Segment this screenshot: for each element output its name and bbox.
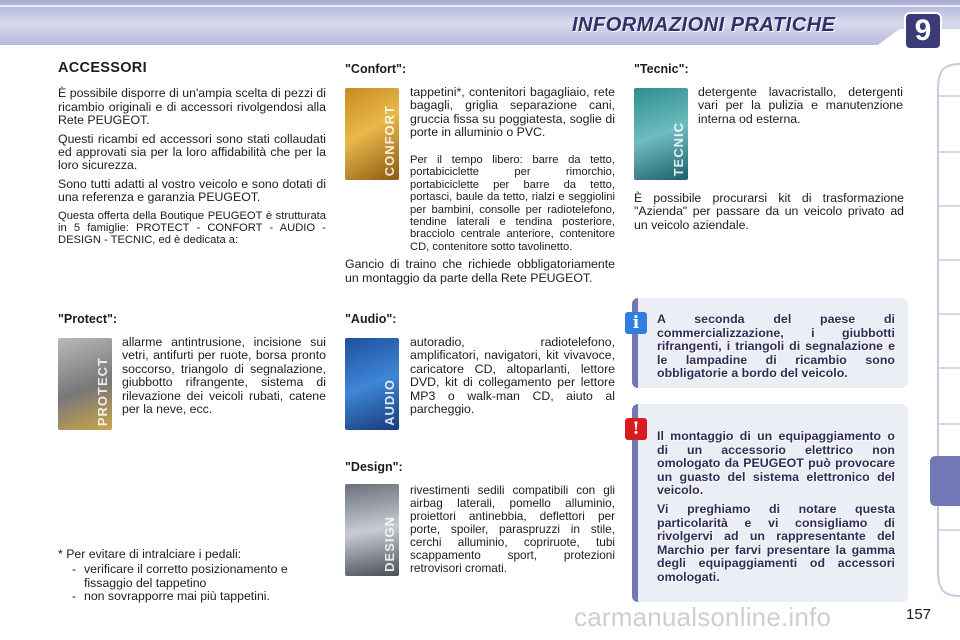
confort-paragraph-2: Per il tempo libero: barre da tetto, portabiciclette per rimorchio, portabiciclette per barre da tetto, portasci, baule da tetto, rialzi e seggiolini per bambini, consolle per radiotelefono, tendine laterali e tendina posteriore, bracciolo centrale anteriore, contenitore CD, contenitore sotto tavolinetto.: [410, 154, 615, 253]
info-icon: i: [625, 312, 647, 334]
info-callout-text: A seconda del paese di commercializzazione, i giubbotti rifrangenti, i triangoli di segnalazione e le lampadine di ricambio sono obbligatorie a bordo del veicolo.: [657, 312, 895, 381]
tecnic-thumbnail-label: TECNIC: [671, 121, 686, 176]
warning-icon: !: [625, 418, 647, 440]
section-title: ACCESSORI: [58, 60, 147, 76]
page-title: INFORMAZIONI PRATICHE: [572, 14, 836, 36]
design-thumbnail-label: DESIGN: [382, 516, 397, 572]
chapter-number: 9: [914, 14, 932, 47]
tecnic-thumbnail: [634, 88, 688, 180]
audio-text: autoradio, radiotelefono, amplificatori, navigatori, kit vivavoce, caricatore CD, altoparlanti, lettore DVD, kit di collegamento per lettore MP3 o walk-man CD, aiuto al parcheggio.: [410, 335, 615, 417]
accessori-section: [58, 62, 326, 252]
accessori-paragraph-1: È possibile disporre di un'ampia scelta di pezzi di ricambio originali e di accessori rivolgendosi alla Rete PEUGEOT.: [58, 86, 326, 128]
watermark: carmanualsonline.info: [574, 602, 832, 632]
audio-thumbnail: [345, 338, 399, 430]
side-tab-strip: [928, 60, 960, 600]
protect-text: allarme antintrusione, incisione sui vetri, antifurti per ruote, borsa pronto soccorso, triangolo di segnalazione, giubbotto rifrangente, sistema di rilevazione dei veicoli rubati, catene per la neve, ecc.: [122, 335, 326, 417]
accessori-paragraph-2: Questi ricambi ed accessori sono stati collaudati ed approvati sia per la loro affidabilità che per la loro sicurezza.: [58, 131, 326, 173]
audio-heading: "Audio":: [345, 312, 397, 326]
tecnic-paragraph-2: È possibile procurarsi kit di trasformazione "Azienda" per passare da un veicolo privato ad un veicolo aziendale.: [634, 191, 904, 232]
tecnic-text: detergente lavacristallo, detergenti vari per la pulizia e manutenzione interna od esterna.: [698, 85, 903, 126]
warning-callout-text: [657, 430, 895, 590]
accessori-paragraph-3: Sono tutti adatti al vostro veicolo e sono dotati di una referenza e garanzia PEUGEOT.: [58, 176, 326, 205]
footnote: [58, 548, 328, 604]
design-thumbnail: [345, 484, 399, 576]
protect-thumbnail-label: PROTECT: [95, 356, 110, 426]
footnote-intro: * Per evitare di intralciare i pedali:: [58, 547, 242, 561]
warning-paragraph-1: Il montaggio di un equipaggiamento o di un accessorio elettrico non omologato da PEUGEOT può provocare un guasto del sistema elettronico del veicolo.: [657, 429, 895, 498]
accessori-paragraph-4: Questa offerta della Boutique PEUGEOT è strutturata in 5 famiglie: PROTECT - CONFORT - AUDIO - DESIGN - TECNIC, ed è dedicata a:: [58, 209, 326, 247]
confort-thumbnail-label: CONFORT: [382, 104, 397, 176]
confort-heading: "Confort":: [345, 62, 407, 76]
audio-thumbnail-label: AUDIO: [382, 379, 397, 426]
confort-paragraph-3: Gancio di traino che richiede obbligatoriamente un montaggio da parte della Rete PEUGEOT.: [345, 257, 615, 285]
tecnic-heading: "Tecnic":: [634, 62, 689, 76]
design-text: rivestimenti sedili compatibili con gli airbag laterali, pomello alluminio, proiettori antinebbia, deflettori per porte, spoiler, paraspruzzi in stile, cerchi alluminio, copriruote, tubi scappamento sport, protezioni retrovisori cromati.: [410, 483, 615, 575]
confort-paragraph-1: tappetini*, contenitori bagagliaio, rete bagagli, griglia separazione cani, gruccia fissa su poggiatesta, soglie di porte in alluminio o PVC.: [410, 85, 615, 140]
protect-thumbnail: [58, 338, 112, 430]
confort-body: [345, 154, 615, 290]
footnote-item: - verificare il corretto posizionamento e fissaggio del tappetino: [58, 563, 328, 590]
warning-paragraph-2: Vi preghiamo di notare questa particolarità e vi consigliamo di rivolgervi ad un rappresentante del Marchio per farvi presentare la gamma degli equipaggiamenti od accessori omologati.: [657, 501, 895, 584]
footnote-item: - non sovrapporre mai più tappetini.: [58, 590, 328, 603]
page-number: 157: [906, 606, 932, 623]
protect-heading: "Protect":: [58, 312, 118, 326]
design-heading: "Design":: [345, 460, 403, 474]
